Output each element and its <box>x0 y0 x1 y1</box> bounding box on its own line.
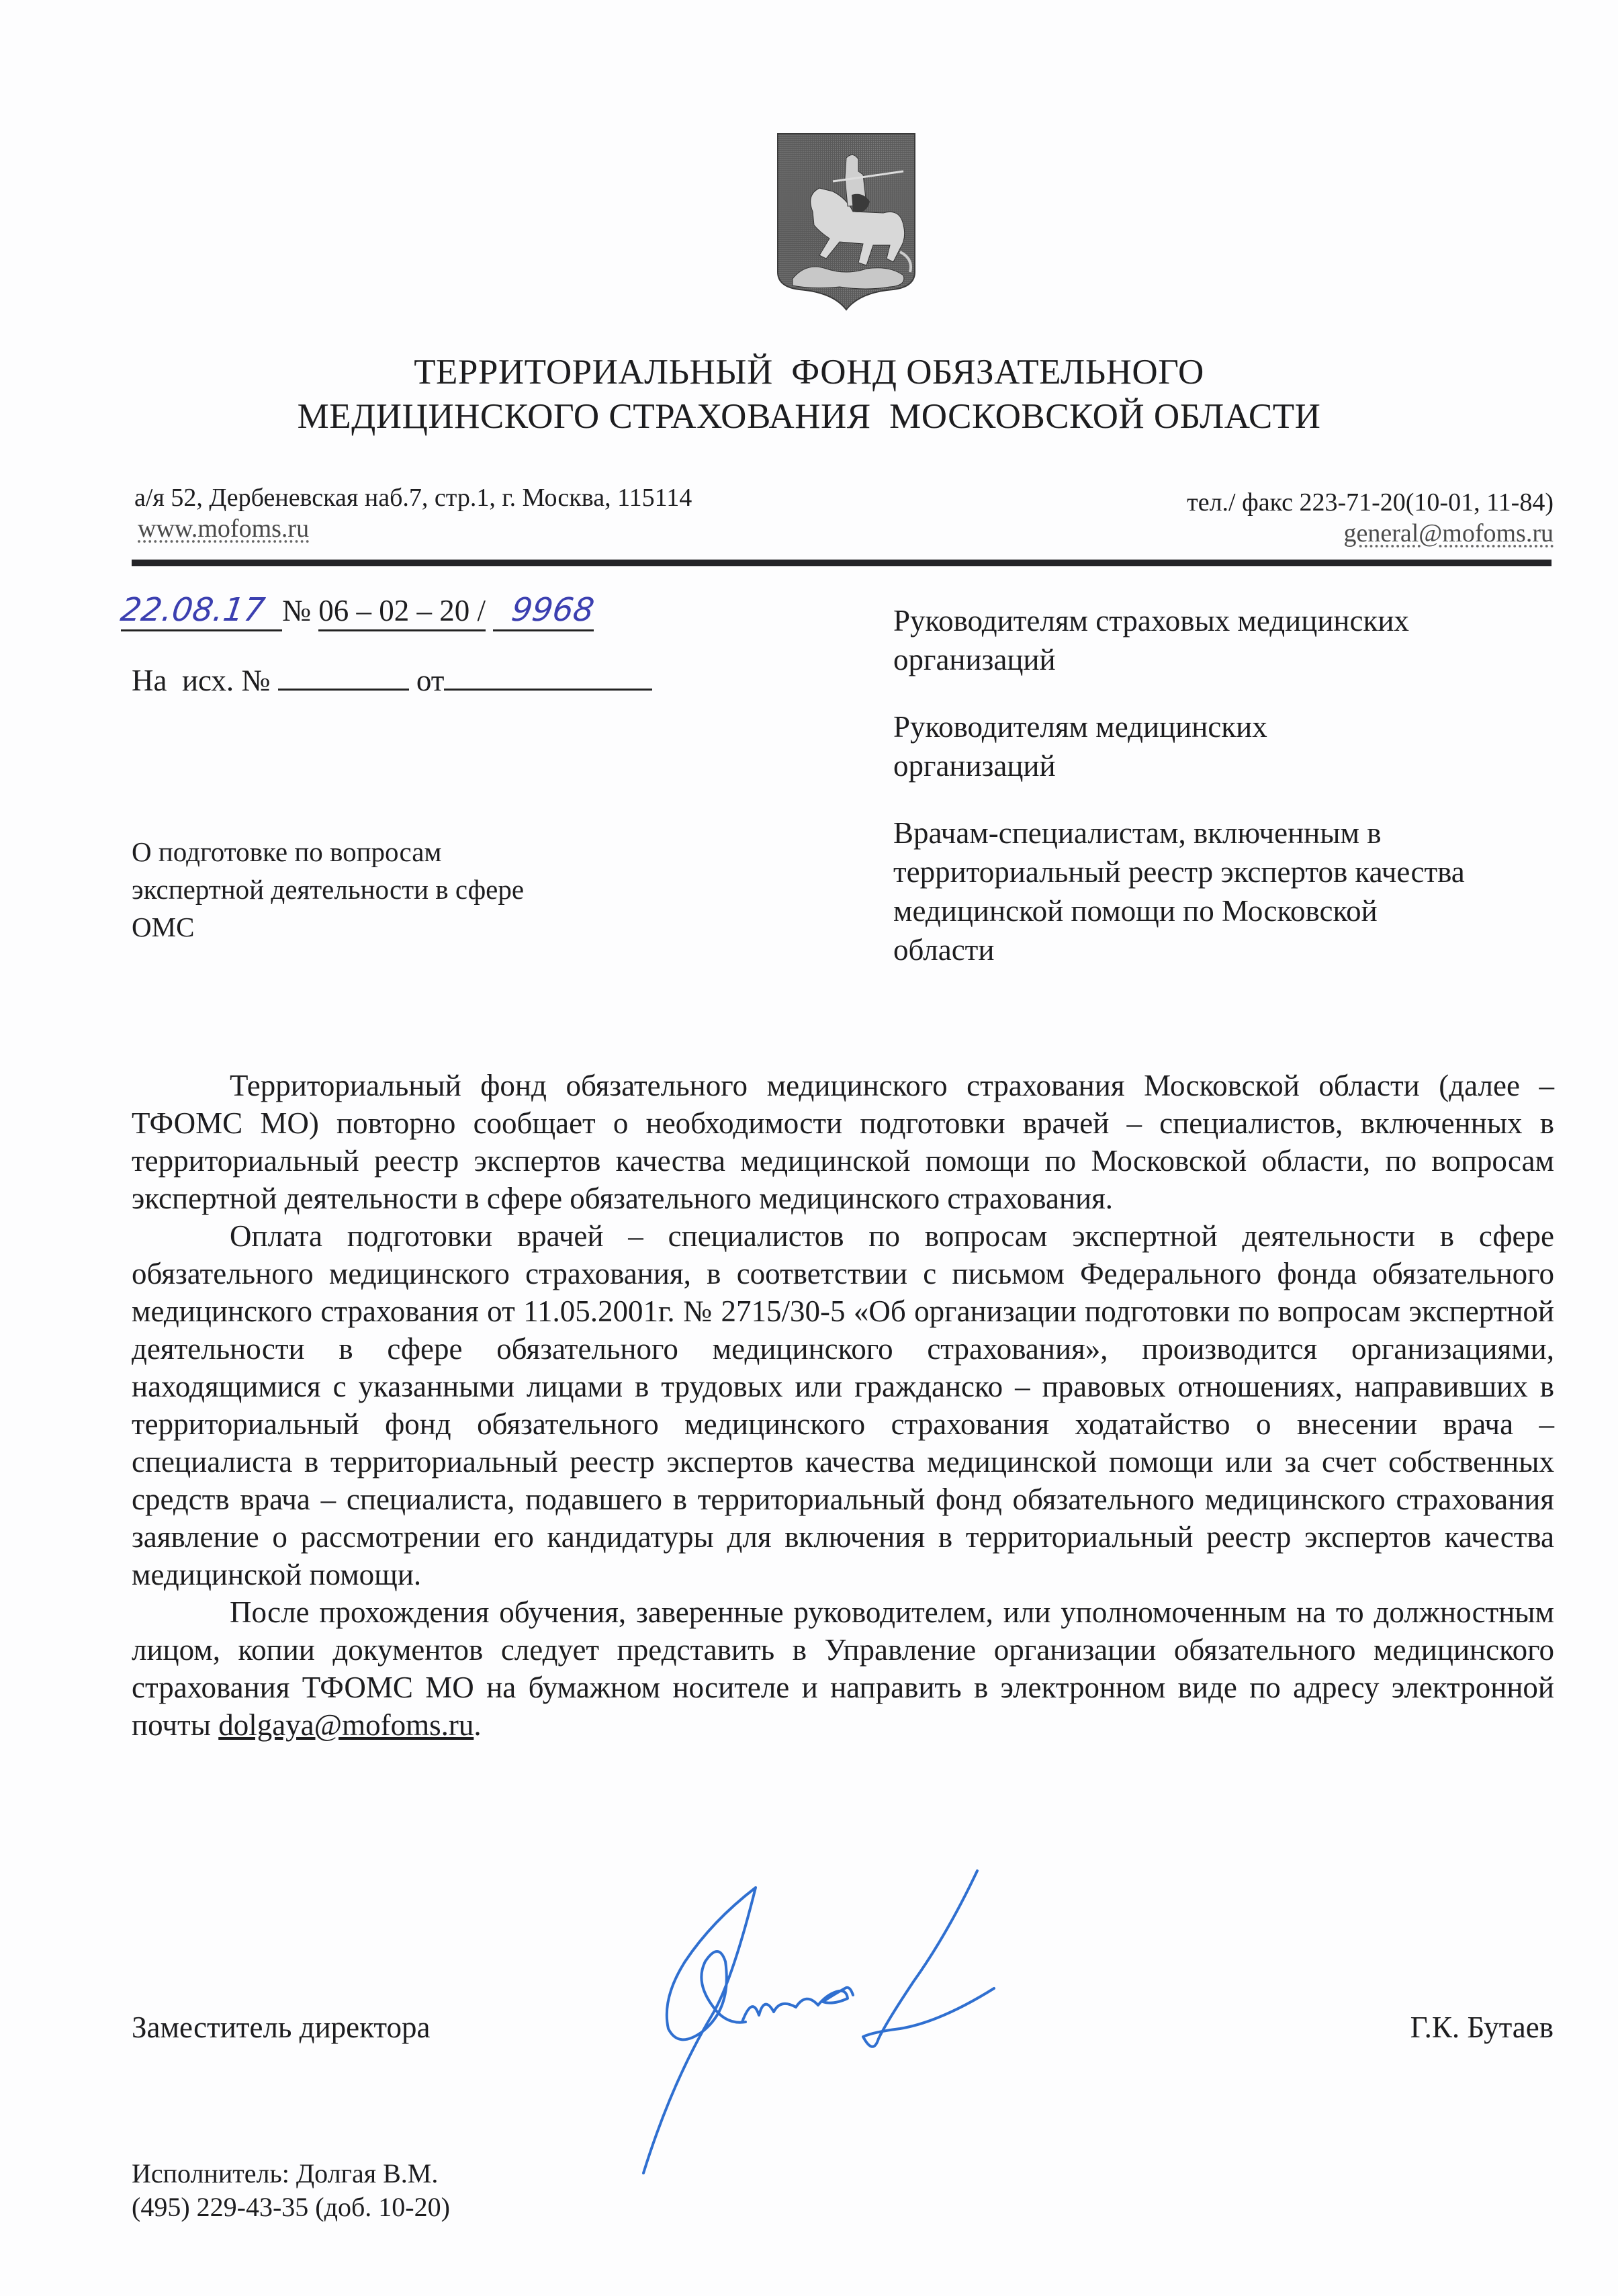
body-paragraph-text: После прохождения обучения, заверенные руководителем, или уполномоченным на то должностным лицом, копии документов следует представить в Управление организации обязательного медицинского страхования ТФОМС МО на бумажном носителе и направить в электронном виде по адресу электронной почты <box>132 1595 1554 1742</box>
recipient: Врачам-специалистам, включенным в территориальный реестр экспертов качества медицинской помощи по Московской области <box>893 816 1465 967</box>
recipient: Руководителям медицинских организаций <box>893 710 1267 783</box>
body-paragraph: Территориальный фонд обязательного медицинского страхования Московской области (далее – ТФОМС МО) повторно сообщает о необходимости подготовки врачей – специалистов, включенных в территориальный реестр экспертов качества медицинской помощи по Московской области, по вопросам экспертной деятельности в сфере обязательного медицинского страхования. <box>132 1069 1554 1215</box>
executor-phone: (495) 229-43-35 (доб. 10-20) <box>132 2192 450 2222</box>
reply-label: На исх. № <box>132 664 271 697</box>
body-paragraph <box>132 1593 1554 1744</box>
recipient: Руководителям страховых медицинских организаций <box>893 604 1409 676</box>
handwritten-date: 22.08.17 <box>118 591 267 629</box>
outgoing-reference <box>118 591 597 631</box>
letter-body <box>132 1067 1554 1744</box>
signatory-position: Заместитель директора <box>132 2011 431 2044</box>
organization-title-line2: МЕДИЦИНСКОГО СТРАХОВАНИЯ МОСКОВСКОЙ ОБЛАСТИ <box>297 397 1321 436</box>
handwritten-signature <box>631 1861 1007 2183</box>
postal-address: а/я 52, Дербеневская наб.7, стр.1, г. Москва, 115114 <box>134 484 692 512</box>
body-paragraph: Оплата подготовки врачей – специалистов по вопросам экспертной деятельности в сфере обязательного медицинского страхования, в соответствии с письмом Федерального фонда обязательного медицинского страхования от 11.05.2001г. № 2715/30-5 «Об организации подготовки по вопросам экспертной деятельности в сфере обязательного медицинского страхования», производится организациями, находящимися с указанными лицами в трудовых или гражданско – правовых отношениях, направивших в территориальный фонд обязательного медицинского страхования ходатайство о внесении врача – специалиста в территориальный реестр экспертов качества медицинской помощи или за счет собственных средств врача – специалиста, подавшего в территориальный фонд обязательного медицинского страхования заявление о рассмотрении его кандидатуры для включения в территориальный реестр экспертов качества медицинской помощи. <box>132 1219 1554 1591</box>
number-label: № <box>282 594 311 627</box>
reply-reference <box>132 662 652 699</box>
phone-fax: тел./ факс 223-71-20(10-01, 11-84) <box>1187 488 1554 517</box>
recipients <box>893 601 1538 969</box>
contact-email-link[interactable]: dolgaya@mofoms.ru <box>218 1708 474 1742</box>
executor-name: Исполнитель: Долгая В.М. <box>132 2158 439 2189</box>
coat-of-arms-emblem <box>772 131 920 312</box>
organization-title-line1: ТЕРРИТОРИАЛЬНЫЙ ФОНД ОБЯЗАТЕЛЬНОГО <box>414 353 1204 392</box>
signatory-name: Г.К. Бутаев <box>1410 2011 1554 2044</box>
handwritten-number: 9968 <box>509 591 597 629</box>
number-prefix: 06 – 02 – 20 / <box>318 592 486 631</box>
website-link[interactable]: www.mofoms.ru <box>138 515 310 543</box>
header-divider <box>132 560 1552 566</box>
email-link[interactable]: general@mofoms.ru <box>1343 519 1554 547</box>
letter-subject: О подготовке по вопросам экспертной деятельности в сфере ОМС <box>132 836 525 942</box>
reply-number-field <box>278 662 409 691</box>
reply-date-field <box>444 662 652 691</box>
reply-from-label: от <box>416 664 445 697</box>
period: . <box>474 1708 482 1742</box>
